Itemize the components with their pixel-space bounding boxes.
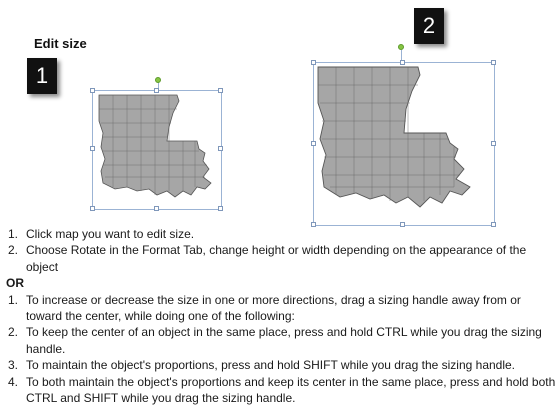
list-number: 2.: [8, 243, 19, 258]
sizing-handle-se[interactable]: [218, 206, 223, 211]
sizing-handle-n[interactable]: [400, 60, 405, 65]
sizing-handle-ne[interactable]: [491, 60, 496, 65]
list-number: 1.: [8, 292, 19, 307]
list-number: 4.: [8, 374, 19, 389]
sizing-handle-nw[interactable]: [311, 60, 316, 65]
list-item: [0, 226, 556, 242]
sizing-handle-e[interactable]: [491, 141, 496, 146]
instruction-list-b: [0, 292, 556, 407]
list-item: [0, 374, 556, 407]
step-badge-2: 2: [414, 8, 444, 44]
louisiana-map-icon: [93, 91, 221, 209]
list-item: [0, 324, 556, 357]
step-badge-1: 1: [27, 58, 57, 94]
large-map-selection[interactable]: [313, 62, 495, 226]
list-item: [0, 357, 556, 373]
list-number: 3.: [8, 358, 19, 373]
instructions: [0, 226, 556, 406]
list-number: 2.: [8, 325, 19, 340]
louisiana-map-icon: [314, 63, 494, 225]
rotate-handle-icon[interactable]: [398, 44, 404, 50]
list-item: [0, 292, 556, 325]
list-text: To maintain the object's proportions, press and hold SHIFT while you drag the sizing handle.: [26, 358, 516, 373]
list-text: To increase or decrease the size in one or more directions, drag a sizing handle away from or toward the center, while doing one of the following:: [26, 292, 521, 324]
list-text: Click map you want to edit size.: [26, 227, 195, 241]
sizing-handle-sw[interactable]: [90, 206, 95, 211]
list-text: To both maintain the object's proportions and keep its center in the same place, press and hold both CTRL and SHIFT while you drag the sizing handle.: [26, 374, 556, 406]
sizing-handle-s[interactable]: [154, 206, 159, 211]
list-text: Choose Rotate in the Format Tab, change height or width depending on the appearance of the object: [26, 243, 527, 274]
instruction-list-a: [0, 226, 556, 275]
list-number: 1.: [8, 227, 19, 241]
small-map-selection[interactable]: [92, 90, 222, 210]
list-item: [0, 242, 556, 275]
sizing-handle-e[interactable]: [218, 146, 223, 151]
sizing-handle-nw[interactable]: [90, 88, 95, 93]
sizing-handle-n[interactable]: [154, 88, 159, 93]
rotate-handle-icon[interactable]: [155, 77, 161, 83]
sizing-handle-ne[interactable]: [218, 88, 223, 93]
sizing-handle-w[interactable]: [311, 141, 316, 146]
page-title: Edit size: [34, 36, 87, 51]
or-separator: OR: [6, 276, 24, 291]
list-text: To keep the center of an object in the same place, press and hold CTRL while you drag the sizing handle.: [26, 325, 542, 356]
sizing-handle-w[interactable]: [90, 146, 95, 151]
